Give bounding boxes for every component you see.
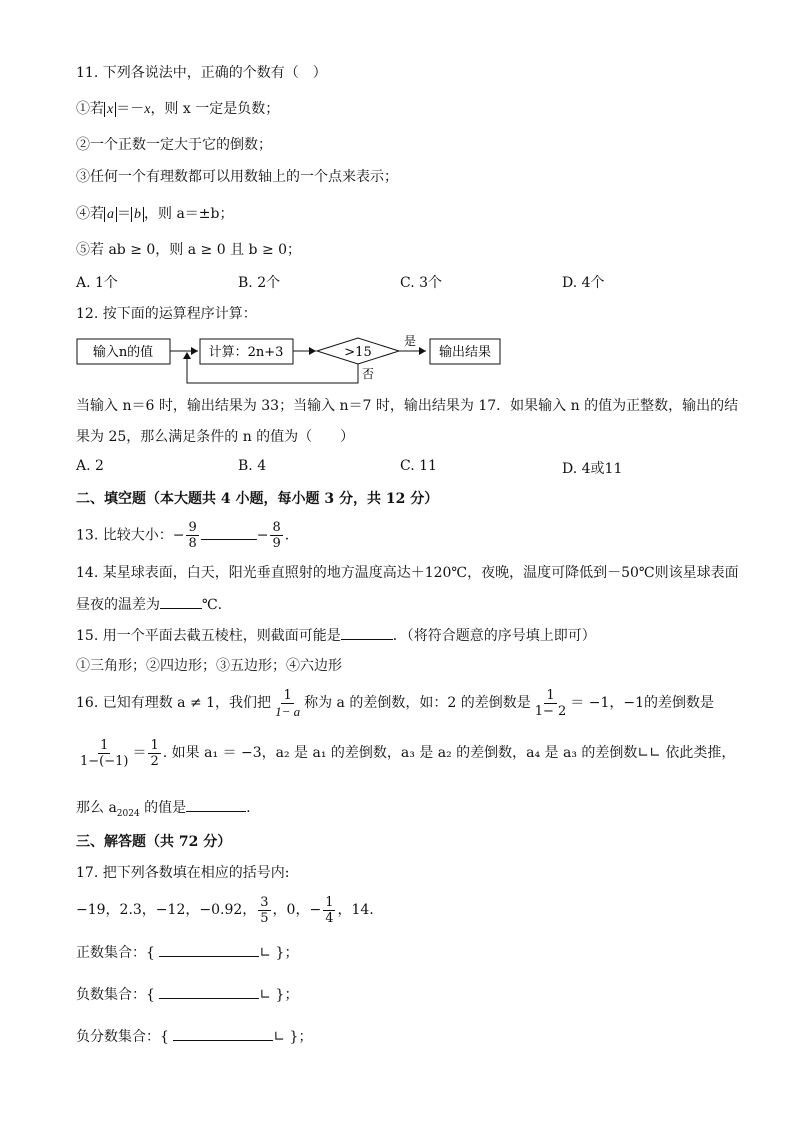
text: 15. 用一个平面去截五棱柱，则截面可能是 [76,628,341,644]
q12-option-d: D. 4或11 [562,461,623,477]
text: . [246,800,251,816]
q11-statement-2: ②一个正数一定大于它的倒数； [76,137,272,153]
text: ℃. [202,597,223,613]
set-tail: ∟ }； [259,987,299,1003]
q12-line-1: 当输入 n＝6 时，输出结果为 33；当输入 n＝7 时，输出结果为 17．如果输入 n 的值为正整数，输出的结 [76,398,739,414]
fraction-1-over-1-minus-neg1 [78,738,130,769]
text: ．（将符合题意的序号填上即可） [392,628,596,644]
flowchart [70,330,510,390]
denominator: 1− 2 [534,703,567,719]
text: 16. 已知有理数 a ≠ 1，我们把 [76,695,272,711]
flow-output-label: 输出结果 [438,345,492,360]
q17-stem: 17. 把下列各数填在相应的括号内: [76,865,290,881]
text: ，14. [337,902,374,918]
denominator: 1− a [275,703,301,719]
q11-statement-1 [76,99,279,120]
abs-x: x [104,102,116,117]
denominator: 4 [325,910,334,926]
text: ④若 [76,206,104,222]
text: ＝－ [116,101,145,117]
flow-compute-label: 计算：2n+3 [208,345,284,360]
q17-numbers [76,893,374,927]
flow-arrowhead-3 [419,347,426,355]
flow-condition-label: >15 [344,345,372,360]
text: ，0，− [272,902,322,918]
q11-option-c: C. 3个 [400,275,443,291]
text: 昼夜的温差为 [76,597,160,613]
numerator: 8 [272,520,281,535]
fraction-1-2 [148,738,160,769]
set-label: 负分数集合：{ [76,1029,169,1045]
subscript: 2024 [116,808,140,819]
text: − [256,527,269,544]
numerator: 1 [546,687,555,703]
negative-fraction-set-blank[interactable] [173,1026,273,1041]
q12-option-a: A. 2 [76,458,104,474]
numerator: 1 [325,894,334,910]
fraction-1-over-1-minus-a [273,688,302,719]
q16-line-2 [76,737,735,769]
abs-a: a [104,207,117,222]
flow-input-label: 输入n的值 [92,345,154,360]
section-3-heading: 三、解答题（共 72 分） [76,834,232,850]
q14-line-2 [76,594,222,615]
text: 那么 a [76,800,117,816]
denominator: 8 [188,536,197,551]
section-2-heading: 二、填空题（本大题共 4 小题，每小题 3 分，共 12 分） [76,491,439,507]
abs-b: b [131,207,144,222]
set-tail: ∟ }； [273,1029,313,1045]
q12-stem: 12. 按下面的运算程序计算： [76,306,257,322]
q12-option-c: C. 11 [400,458,437,474]
set-tail: ∟ }； [259,945,299,961]
fraction-1-over-1-minus-2 [533,688,569,719]
q16-answer-blank[interactable] [186,797,246,812]
q13-answer-blank[interactable] [201,525,257,540]
text: 称为 a 的差倒数，如：2 的差倒数是 [304,695,531,711]
text: ①若 [76,101,104,117]
fraction-3-5 [258,895,270,926]
q11-stem: 11. 下列各说法中，正确的个数有（ ） [76,65,327,81]
text: ，则 a＝±b； [144,206,234,222]
fraction-9-8 [186,520,198,551]
q11-option-a: A. 1个 [76,275,118,291]
denominator: 2 [150,753,159,769]
flow-arrowhead-2 [309,347,316,355]
numerator: 9 [188,520,197,535]
text: ，则 x 一定是负数； [150,101,280,117]
text: 13. 比较大小：− [76,527,185,544]
q15-line-1 [76,625,596,646]
q17-negative-set [76,984,298,1005]
q16-line-1 [76,687,714,719]
text: . [284,527,290,544]
q11-statement-5: ⑤若 ab ≥ 0，则 a ≥ 0 且 b ≥ 0； [76,242,302,258]
var-x: x [144,102,151,117]
text: ＝ −1，−1的差倒数是 [570,695,715,711]
q17-positive-set [76,942,298,963]
q15-answer-blank[interactable] [341,625,393,640]
flow-loop-line [187,356,358,383]
q11-statement-4 [76,204,234,225]
flow-arrowhead-1 [191,347,198,355]
fraction-1-4 [323,895,335,926]
q13 [76,520,289,551]
denominator: 1−(−1) [80,753,129,769]
q11-option-d: D. 4个 [562,275,605,291]
set-label: 正数集合：{ [76,945,155,961]
denominator: 5 [260,910,269,926]
text: ＝ [117,206,131,222]
flow-loop-arrowhead [183,352,191,359]
text: ＝ [132,745,147,761]
q15-line-2: ①三角形；②四边形；③五边形；④六边形 [76,658,342,674]
q11-statement-3: ③任何一个有理数都可以用数轴上的一个点来表示； [76,169,398,185]
q16-line-3 [76,797,251,824]
flow-yes-label: 是 [404,334,417,348]
denominator: 9 [272,536,281,551]
set-label: 负数集合：{ [76,987,155,1003]
numerator: 1 [150,737,159,753]
text: 的值是 [139,800,187,816]
numerator: 1 [100,737,109,753]
q14-answer-blank[interactable] [160,594,202,609]
q17-negative-fraction-set [76,1026,312,1047]
numerator: 1 [283,687,292,703]
q11-option-b: B. 2个 [238,275,281,291]
q14-line-1: 14. 某星球表面，白天，阳光垂直照射的地方温度高达＋120℃，夜晚，温度可降低到－50℃则该星球表面 [76,565,739,581]
q12-line-2: 果为 25，那么满足条件的 n 的值为（ ） [76,429,355,445]
flow-no-label: 否 [362,367,375,381]
positive-set-blank[interactable] [159,942,259,957]
fraction-8-9 [270,520,282,551]
text: . 如果 a₁ ＝ −3，a₂ 是 a₁ 的差倒数，a₃ 是 a₂ 的差倒数，a₄ 是 a₃ 的差倒数∟∟ 依此类推， [162,745,736,761]
numerator: 3 [260,894,269,910]
negative-set-blank[interactable] [159,984,259,999]
text: −19，2.3，−12，−0.92， [76,902,257,918]
q12-option-b: B. 4 [238,458,267,474]
